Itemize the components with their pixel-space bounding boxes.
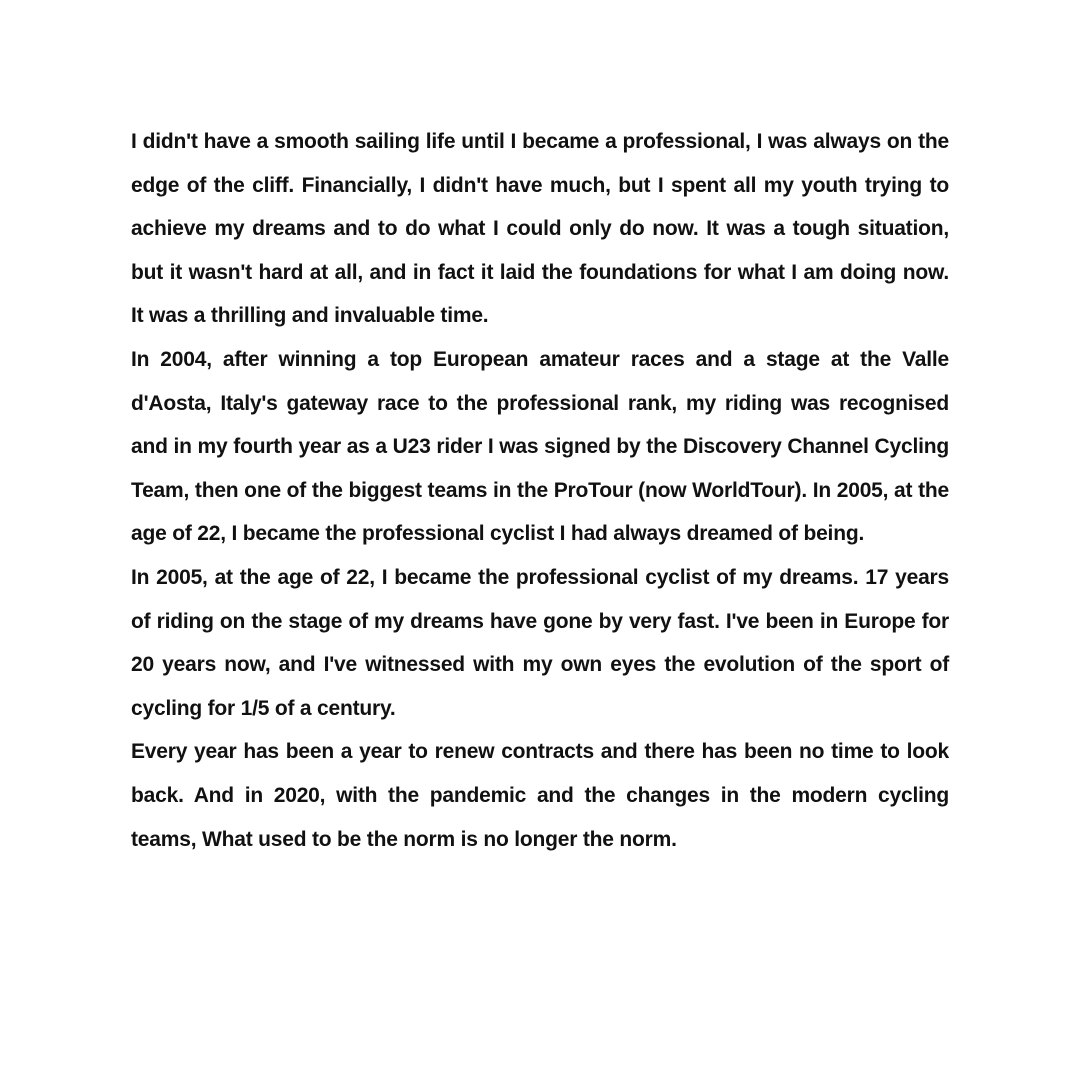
paragraph-professional-life: I didn't have a smooth sailing life until I became a professional, I was always on the edge of the cliff. Financially, I didn't have much, but I spent all my youth trying to achieve my dreams and to do what I could only do now. It was a tough situation, but it wasn't hard at all, and in fact it laid the foundations for what I am doing now. It was a thrilling and invaluable time.: [131, 130, 949, 328]
paragraph-2004-career: In 2004, after winning a top European amateur races and a stage at the Valle d'Aosta, Italy's gateway race to the professional rank, my riding was recognised and in my fourth year as a U23 rider I was signed by the Discovery Channel Cycling Team, then one of the biggest teams in the ProTour (now WorldTour). In 2005, at the age of 22, I became the professional cyclist I had always dreamed of being.: [131, 347, 949, 546]
paragraph-2005-dreams: In 2005, at the age of 22, I became the professional cyclist of my dreams. 17 years of riding on the stage of my dreams have gone by very fast. I've been in Europe for 20 years now, and I've witnessed with my own eyes the evolution of the sport of cycling for 1/5 of a century.: [131, 565, 949, 720]
paragraph-contracts: Every year has been a year to renew contracts and there has been no time to look back. And in 2020, with the pandemic and the changes in the modern cycling teams, What used to be the norm is no longer the norm.: [131, 740, 949, 851]
document-body: [131, 120, 949, 861]
